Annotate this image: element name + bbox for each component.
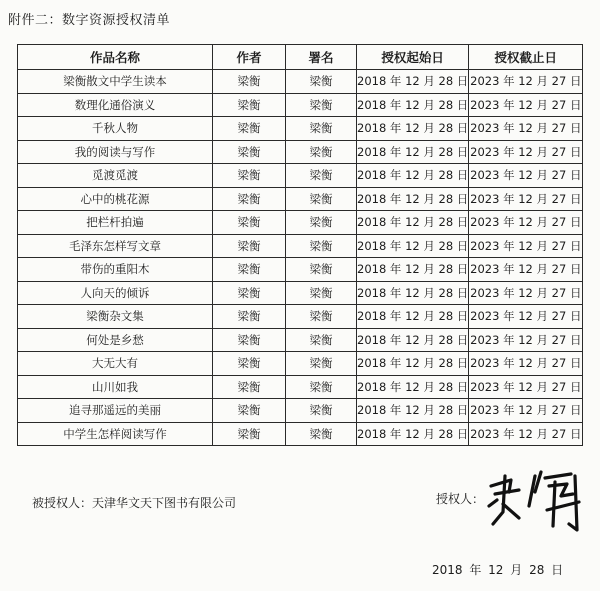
cell-byline: 梁衡 — [286, 399, 357, 423]
cell-end-date: 2023 年 12 月 27 日 — [469, 187, 583, 211]
cell-start-date: 2018 年 12 月 28 日 — [357, 70, 469, 94]
cell-title: 千秋人物 — [18, 117, 213, 141]
cell-author: 梁衡 — [213, 211, 286, 235]
cell-start-date: 2018 年 12 月 28 日 — [357, 258, 469, 282]
cell-author: 梁衡 — [213, 93, 286, 117]
cell-author: 梁衡 — [213, 352, 286, 376]
table-row — [18, 164, 583, 188]
cell-byline: 梁衡 — [286, 375, 357, 399]
col-header-author: 作者 — [213, 45, 286, 70]
cell-byline: 梁衡 — [286, 422, 357, 446]
cell-start-date: 2018 年 12 月 28 日 — [357, 211, 469, 235]
cell-start-date: 2018 年 12 月 28 日 — [357, 164, 469, 188]
table-row — [18, 352, 583, 376]
table-row — [18, 328, 583, 352]
cell-author: 梁衡 — [213, 70, 286, 94]
cell-end-date: 2023 年 12 月 27 日 — [469, 93, 583, 117]
cell-start-date: 2018 年 12 月 28 日 — [357, 93, 469, 117]
cell-byline: 梁衡 — [286, 305, 357, 329]
cell-title: 带伤的重阳木 — [18, 258, 213, 282]
license-table — [17, 44, 583, 446]
cell-end-date: 2023 年 12 月 27 日 — [469, 117, 583, 141]
cell-author: 梁衡 — [213, 164, 286, 188]
cell-end-date: 2023 年 12 月 27 日 — [469, 140, 583, 164]
cell-byline: 梁衡 — [286, 281, 357, 305]
cell-author: 梁衡 — [213, 258, 286, 282]
cell-end-date: 2023 年 12 月 27 日 — [469, 211, 583, 235]
cell-title: 人向天的倾诉 — [18, 281, 213, 305]
table-row — [18, 375, 583, 399]
table-row — [18, 305, 583, 329]
cell-end-date: 2023 年 12 月 27 日 — [469, 281, 583, 305]
cell-end-date: 2023 年 12 月 27 日 — [469, 422, 583, 446]
cell-start-date: 2018 年 12 月 28 日 — [357, 305, 469, 329]
document-title: 附件二：数字资源授权清单 — [8, 13, 171, 28]
cell-byline: 梁衡 — [286, 258, 357, 282]
table-row — [18, 187, 583, 211]
cell-author: 梁衡 — [213, 187, 286, 211]
cell-end-date: 2023 年 12 月 27 日 — [469, 375, 583, 399]
cell-end-date: 2023 年 12 月 27 日 — [469, 399, 583, 423]
cell-title: 梁衡散文中学生读本 — [18, 70, 213, 94]
cell-end-date: 2023 年 12 月 27 日 — [469, 234, 583, 258]
cell-end-date: 2023 年 12 月 27 日 — [469, 352, 583, 376]
table-row — [18, 211, 583, 235]
cell-byline: 梁衡 — [286, 70, 357, 94]
cell-title: 我的阅读与写作 — [18, 140, 213, 164]
cell-start-date: 2018 年 12 月 28 日 — [357, 375, 469, 399]
cell-byline: 梁衡 — [286, 328, 357, 352]
cell-byline: 梁衡 — [286, 117, 357, 141]
cell-byline: 梁衡 — [286, 234, 357, 258]
cell-start-date: 2018 年 12 月 28 日 — [357, 281, 469, 305]
cell-byline: 梁衡 — [286, 187, 357, 211]
cell-author: 梁衡 — [213, 328, 286, 352]
cell-title: 中学生怎样阅读写作 — [18, 422, 213, 446]
cell-author: 梁衡 — [213, 399, 286, 423]
cell-byline: 梁衡 — [286, 140, 357, 164]
licensor-label: 授权人： — [436, 492, 485, 506]
cell-start-date: 2018 年 12 月 28 日 — [357, 352, 469, 376]
table-header-row — [18, 45, 583, 70]
table-row — [18, 399, 583, 423]
cell-author: 梁衡 — [213, 305, 286, 329]
cell-author: 梁衡 — [213, 281, 286, 305]
cell-author: 梁衡 — [213, 117, 286, 141]
cell-title: 大无大有 — [18, 352, 213, 376]
cell-title: 何处是乡愁 — [18, 328, 213, 352]
cell-start-date: 2018 年 12 月 28 日 — [357, 234, 469, 258]
cell-start-date: 2018 年 12 月 28 日 — [357, 140, 469, 164]
cell-title: 数理化通俗演义 — [18, 93, 213, 117]
cell-byline: 梁衡 — [286, 352, 357, 376]
cell-end-date: 2023 年 12 月 27 日 — [469, 305, 583, 329]
cell-title: 梁衡杂文集 — [18, 305, 213, 329]
col-header-end-date: 授权截止日 — [469, 45, 583, 70]
cell-title: 山川如我 — [18, 375, 213, 399]
table-row — [18, 140, 583, 164]
col-header-start-date: 授权起始日 — [357, 45, 469, 70]
cell-byline: 梁衡 — [286, 164, 357, 188]
table-body — [18, 70, 583, 446]
cell-author: 梁衡 — [213, 140, 286, 164]
signing-date: 2018 年 12 月 28 日 — [432, 563, 564, 577]
cell-title: 把栏杆拍遍 — [18, 211, 213, 235]
table-row — [18, 234, 583, 258]
cell-start-date: 2018 年 12 月 28 日 — [357, 328, 469, 352]
cell-start-date: 2018 年 12 月 28 日 — [357, 187, 469, 211]
col-header-byline: 署名 — [286, 45, 357, 70]
table-row — [18, 70, 583, 94]
cell-byline: 梁衡 — [286, 93, 357, 117]
cell-author: 梁衡 — [213, 375, 286, 399]
table-row — [18, 258, 583, 282]
table-row — [18, 422, 583, 446]
cell-start-date: 2018 年 12 月 28 日 — [357, 117, 469, 141]
cell-title: 追寻那遥远的美丽 — [18, 399, 213, 423]
cell-end-date: 2023 年 12 月 27 日 — [469, 164, 583, 188]
col-header-title: 作品名称 — [18, 45, 213, 70]
cell-end-date: 2023 年 12 月 27 日 — [469, 328, 583, 352]
table-row — [18, 117, 583, 141]
cell-end-date: 2023 年 12 月 27 日 — [469, 70, 583, 94]
table-row — [18, 281, 583, 305]
cell-title: 觅渡觅渡 — [18, 164, 213, 188]
cell-byline: 梁衡 — [286, 211, 357, 235]
licensee-line: 被授权人：天津华文天下图书有限公司 — [32, 496, 237, 510]
handwritten-signature — [485, 466, 590, 536]
table-row — [18, 93, 583, 117]
cell-end-date: 2023 年 12 月 27 日 — [469, 258, 583, 282]
cell-author: 梁衡 — [213, 234, 286, 258]
cell-title: 毛泽东怎样写文章 — [18, 234, 213, 258]
cell-author: 梁衡 — [213, 422, 286, 446]
cell-start-date: 2018 年 12 月 28 日 — [357, 399, 469, 423]
cell-start-date: 2018 年 12 月 28 日 — [357, 422, 469, 446]
cell-title: 心中的桃花源 — [18, 187, 213, 211]
